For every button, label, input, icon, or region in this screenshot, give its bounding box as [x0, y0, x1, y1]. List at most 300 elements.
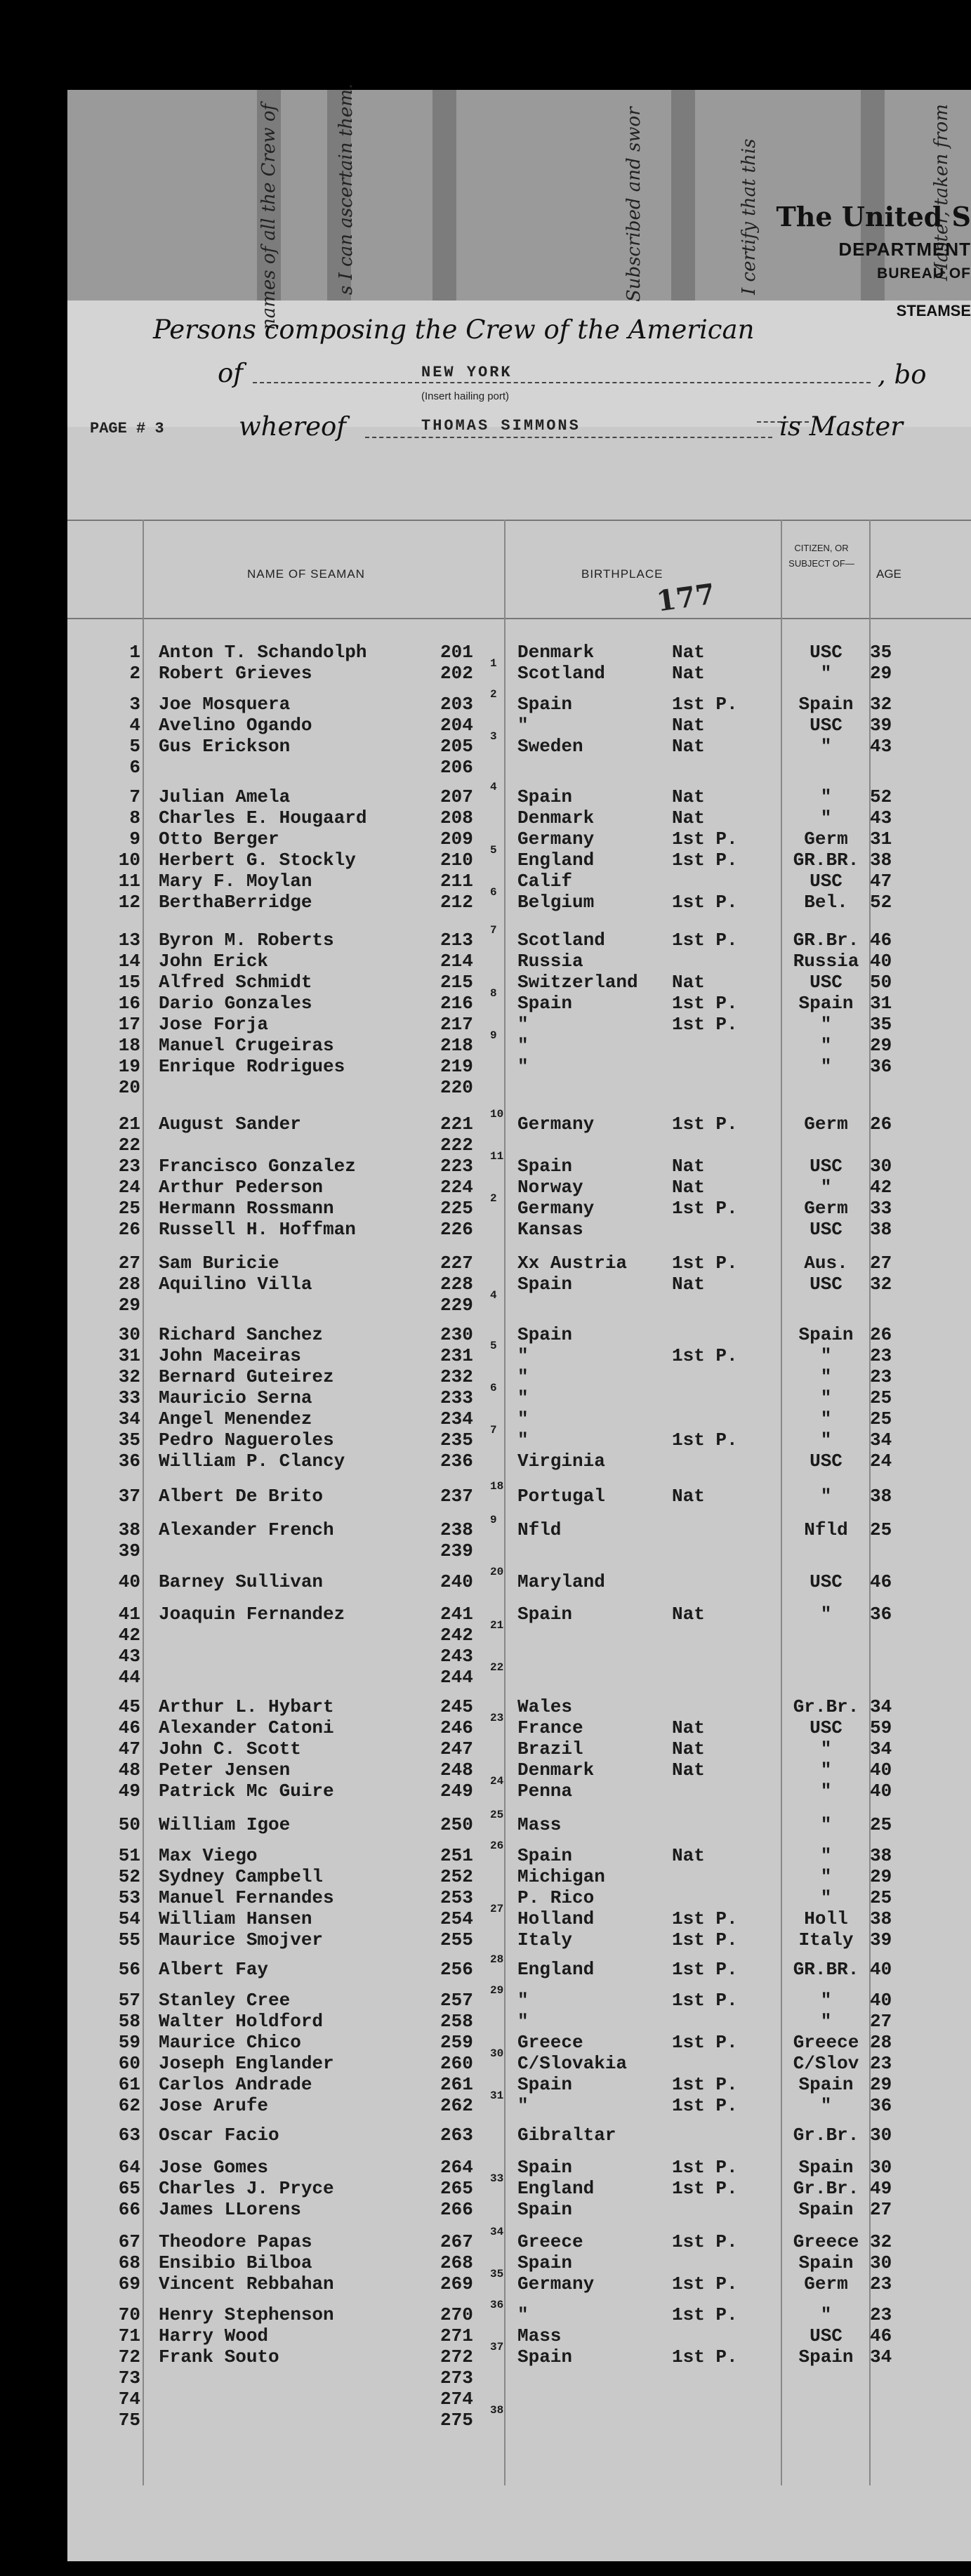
citizenship: C/Slov: [793, 2053, 859, 2074]
birthplace: Denmark: [517, 642, 595, 663]
seaman-name: Herbert G. Stockly: [159, 850, 356, 871]
age: 35: [870, 1014, 892, 1035]
seaman-number: 223: [440, 1156, 473, 1177]
naturalization: 1st P.: [672, 1345, 738, 1366]
seaman-name: August Sander: [159, 1114, 301, 1135]
table-row: [67, 1366, 971, 1387]
table-row: [67, 1014, 971, 1035]
birthplace: Xx Austria: [517, 1253, 628, 1274]
seaman-name: Max Viego: [159, 1845, 258, 1866]
seaman-number: 229: [440, 1295, 473, 1316]
row-number: 6: [129, 757, 140, 778]
seaman-name: Dario Gonzales: [159, 993, 312, 1014]
seaman-number: 232: [440, 1366, 473, 1387]
table-row: [67, 924, 971, 951]
tally-mark: 11: [490, 1150, 504, 1163]
row-number: 67: [118, 2231, 140, 2252]
naturalization: Nat: [672, 736, 705, 757]
citizenship: USC: [810, 1571, 843, 1592]
seaman-number: 238: [440, 1519, 473, 1540]
table-row: [67, 1480, 971, 1507]
fold-text: names of all the Crew of: [258, 103, 279, 330]
birthplace: ": [517, 1014, 529, 1035]
age: 30: [870, 1156, 892, 1177]
age: 39: [870, 1929, 892, 1950]
citizenship: Gr.Br.: [793, 1696, 859, 1717]
birthplace: ": [517, 1056, 529, 1077]
table-row: [67, 1324, 971, 1345]
row-number: 41: [118, 1604, 140, 1625]
seaman-name: Joseph Englander: [159, 2053, 334, 2074]
row-number: 60: [118, 2053, 140, 2074]
birthplace: ": [517, 1990, 529, 2011]
seaman-name: Theodore Papas: [159, 2231, 312, 2252]
row-number: 55: [118, 1929, 140, 1950]
seaman-number: 268: [440, 2252, 473, 2273]
seaman-name: Stanley Cree: [159, 1990, 291, 2011]
tally-mark: 8: [490, 987, 497, 1000]
row-number: 58: [118, 2011, 140, 2032]
citizenship: ": [820, 2011, 832, 2032]
birthplace: Denmark: [517, 807, 595, 828]
row-number: 51: [118, 1845, 140, 1866]
row-number: 14: [118, 951, 140, 972]
naturalization: Nat: [672, 1717, 705, 1738]
tally-mark: 34: [490, 2226, 504, 2238]
seaman-name: John Erick: [159, 951, 269, 972]
seaman-name: Maurice Smojver: [159, 1929, 324, 1950]
seaman-name: James LLorens: [159, 2199, 301, 2220]
birthplace: Virginia: [517, 1451, 605, 1472]
row-number: 24: [118, 1177, 140, 1198]
tally-mark: 35: [490, 2268, 504, 2280]
age: 46: [870, 2325, 892, 2346]
age: 32: [870, 694, 892, 715]
bo-label: , bo: [878, 359, 927, 390]
seaman-number: 241: [440, 1604, 473, 1625]
naturalization: 1st P.: [672, 1429, 738, 1451]
seaman-number: 249: [440, 1781, 473, 1802]
seaman-number: 248: [440, 1759, 473, 1781]
age: 29: [870, 1035, 892, 1056]
seaman-name: Hermann Rossmann: [159, 1198, 334, 1219]
row-number: 65: [118, 2178, 140, 2199]
fill-line: [253, 382, 871, 383]
birthplace: Kansas: [517, 1219, 583, 1240]
table-row: [67, 1029, 971, 1056]
birthplace: Spain: [517, 1324, 573, 1345]
seaman-name: Russell H. Hoffman: [159, 1219, 356, 1240]
vessel-type: STEAMSE: [896, 302, 971, 319]
citizenship: ": [820, 2304, 832, 2325]
table-row: [67, 1177, 971, 1198]
row-number: 32: [118, 1366, 140, 1387]
birthplace: Portugal: [517, 1486, 605, 1507]
age: 27: [870, 2011, 892, 2032]
age: 29: [870, 1866, 892, 1887]
row-number: 72: [118, 2346, 140, 2367]
citizenship: Holl: [804, 1908, 848, 1929]
citizenship: ": [820, 1177, 832, 1198]
tally-mark: 9: [490, 1029, 497, 1042]
fill-line: [365, 437, 772, 438]
citizenship: Germ: [804, 828, 848, 850]
age: 25: [870, 1887, 892, 1908]
citizenship: ": [820, 1866, 832, 1887]
birthplace: Brazil: [517, 1738, 583, 1759]
age: 26: [870, 1324, 892, 1345]
age: 23: [870, 2304, 892, 2325]
citizenship: Nfld: [804, 1519, 848, 1540]
seaman-number: 267: [440, 2231, 473, 2252]
page-stamp: 177: [654, 577, 718, 619]
seaman-number: 203: [440, 694, 473, 715]
citizenship: USC: [810, 715, 843, 736]
birthplace: Gibraltar: [517, 2125, 616, 2146]
naturalization: Nat: [672, 807, 705, 828]
seaman-number: 206: [440, 757, 473, 778]
birthplace: ": [517, 2011, 529, 2032]
row-number: 29: [118, 1295, 140, 1316]
age: 23: [870, 1345, 892, 1366]
citizenship: USC: [810, 1717, 843, 1738]
seaman-number: 221: [440, 1114, 473, 1135]
tally-mark: 6: [490, 886, 497, 899]
naturalization: 1st P.: [672, 2273, 738, 2294]
age: 42: [870, 1177, 892, 1198]
age: 47: [870, 871, 892, 892]
table-row: [67, 2125, 971, 2146]
naturalization: 1st P.: [672, 1014, 738, 1035]
seaman-number: 201: [440, 642, 473, 663]
table-row: [67, 1775, 971, 1802]
row-number: 16: [118, 993, 140, 1014]
age: 25: [870, 1387, 892, 1408]
naturalization: Nat: [672, 1845, 705, 1866]
table-row: [67, 1514, 971, 1540]
table-row: [67, 730, 971, 757]
age: 29: [870, 663, 892, 684]
naturalization: 1st P.: [672, 1253, 738, 1274]
citizenship: Gr.Br.: [793, 2178, 859, 2199]
seaman-number: 265: [440, 2178, 473, 2199]
citizenship: ": [820, 1387, 832, 1408]
naturalization: Nat: [672, 1738, 705, 1759]
table-row: [67, 2089, 971, 2116]
citizenship: ": [820, 1887, 832, 1908]
row-number: 17: [118, 1014, 140, 1035]
seaman-name: Alexander French: [159, 1519, 334, 1540]
table-row: [67, 1253, 971, 1274]
citizenship: ": [820, 1014, 832, 1035]
citizenship: Spain: [798, 1324, 854, 1345]
seaman-number: 245: [440, 1696, 473, 1717]
row-number: 42: [118, 1625, 140, 1646]
table-row: [67, 2032, 971, 2053]
naturalization: 1st P.: [672, 993, 738, 1014]
tally-mark: 7: [490, 924, 497, 937]
citizenship: ": [820, 807, 832, 828]
row-number: 15: [118, 972, 140, 993]
row-number: 39: [118, 1540, 140, 1561]
citizenship: Greece: [793, 2032, 859, 2053]
seaman-name: Frank Souto: [159, 2346, 279, 2367]
row-number: 35: [118, 1429, 140, 1451]
age: 50: [870, 972, 892, 993]
age: 23: [870, 2273, 892, 2294]
naturalization: 1st P.: [672, 2157, 738, 2178]
seaman-name: Jose Arufe: [159, 2095, 269, 2116]
seaman-number: 244: [440, 1667, 473, 1688]
citizenship: ": [820, 1345, 832, 1366]
tally-mark: 9: [490, 1514, 497, 1526]
column-header-age: AGE: [876, 567, 901, 581]
birthplace: Scotland: [517, 663, 605, 684]
seaman-name: Pedro Nagueroles: [159, 1429, 334, 1451]
naturalization: Nat: [672, 1177, 705, 1198]
citizenship: ": [820, 1056, 832, 1077]
seaman-name: Joe Mosquera: [159, 694, 291, 715]
age: 34: [870, 1429, 892, 1451]
citizenship: ": [820, 1035, 832, 1056]
age: 46: [870, 1571, 892, 1592]
seaman-number: 242: [440, 1625, 473, 1646]
naturalization: 1st P.: [672, 828, 738, 850]
seaman-number: 274: [440, 2389, 473, 2410]
seaman-number: 222: [440, 1135, 473, 1156]
seaman-name: Vincent Rebbahan: [159, 2273, 334, 2294]
seaman-number: 224: [440, 1177, 473, 1198]
birthplace: Spain: [517, 694, 573, 715]
naturalization: Nat: [672, 1156, 705, 1177]
table-row: [67, 2074, 971, 2095]
seaman-name: BerthaBerridge: [159, 892, 312, 913]
citizenship: Aus.: [804, 1253, 848, 1274]
citizenship: Spain: [798, 2252, 854, 2273]
seaman-number: 239: [440, 1540, 473, 1561]
seaman-number: 212: [440, 892, 473, 913]
table-row: [67, 1566, 971, 1592]
row-number: 3: [129, 694, 140, 715]
naturalization: Nat: [672, 715, 705, 736]
citizenship: ": [820, 1486, 832, 1507]
row-number: 74: [118, 2389, 140, 2410]
birthplace: Spain: [517, 2199, 573, 2220]
master-name: THOMAS SIMMONS: [421, 417, 581, 435]
naturalization: 1st P.: [672, 2178, 738, 2199]
citizenship: Italy: [798, 1929, 854, 1950]
tally-mark: 30: [490, 2047, 504, 2060]
row-number: 49: [118, 1781, 140, 1802]
citizenship: USC: [810, 972, 843, 993]
seaman-name: Mauricio Serna: [159, 1387, 312, 1408]
citizenship: ": [820, 2095, 832, 2116]
tally-mark: 27: [490, 1903, 504, 1915]
age: 59: [870, 1717, 892, 1738]
tally-mark: 26: [490, 1839, 504, 1852]
seaman-name: Anton T. Schandolph: [159, 642, 367, 663]
citizenship: GR.BR.: [793, 850, 859, 871]
table-row: [67, 828, 971, 850]
seaman-name: Aquilino Villa: [159, 1274, 312, 1295]
table-row: [67, 1192, 971, 1219]
tally-mark: 5: [490, 844, 497, 857]
table-row: [67, 2389, 971, 2410]
fold-shadow: [432, 90, 456, 322]
seaman-name: Henry Stephenson: [159, 2304, 334, 2325]
seaman-number: 210: [440, 850, 473, 871]
seaman-number: 261: [440, 2074, 473, 2095]
table-row: [67, 1424, 971, 1451]
birthplace: Spain: [517, 2074, 573, 2095]
column-header-citizen: CITIZEN, OR SUBJECT OF—: [788, 543, 854, 569]
seaman-number: 236: [440, 1451, 473, 1472]
seaman-number: 231: [440, 1345, 473, 1366]
table-row: [67, 1953, 971, 1980]
seaman-number: 256: [440, 1959, 473, 1980]
citizenship: Spain: [798, 2074, 854, 2095]
seaman-name: Avelino Ogando: [159, 715, 312, 736]
table-row: [67, 1056, 971, 1077]
table-row: [67, 1929, 971, 1950]
citizenship: USC: [810, 1451, 843, 1472]
age: 28: [870, 2032, 892, 2053]
table-row: [67, 1866, 971, 1887]
naturalization: 1st P.: [672, 2032, 738, 2053]
row-number: 68: [118, 2252, 140, 2273]
seaman-number: 243: [440, 1646, 473, 1667]
seaman-name: Ensibio Bilboa: [159, 2252, 312, 2273]
tally-mark: 23: [490, 1712, 504, 1724]
row-number: 21: [118, 1114, 140, 1135]
birthplace: Scotland: [517, 930, 605, 951]
seaman-name: Jose Gomes: [159, 2157, 269, 2178]
seaman-number: 234: [440, 1408, 473, 1429]
seaman-number: 260: [440, 2053, 473, 2074]
birthplace: ": [517, 1408, 529, 1429]
age: 38: [870, 850, 892, 871]
row-number: 34: [118, 1408, 140, 1429]
birthplace: Germany: [517, 828, 595, 850]
citizenship: ": [820, 1990, 832, 2011]
citizenship: ": [820, 1408, 832, 1429]
row-number: 56: [118, 1959, 140, 1980]
seaman-number: 263: [440, 2125, 473, 2146]
tally-mark: 29: [490, 1984, 504, 1997]
seaman-name: Walter Holdford: [159, 2011, 324, 2032]
row-number: 59: [118, 2032, 140, 2053]
tally-mark: 6: [490, 1382, 497, 1394]
row-number: 40: [118, 1571, 140, 1592]
seaman-number: 230: [440, 1324, 473, 1345]
seaman-name: Charles E. Hougaard: [159, 807, 367, 828]
seaman-number: 209: [440, 828, 473, 850]
naturalization: 1st P.: [672, 2231, 738, 2252]
naturalization: Nat: [672, 972, 705, 993]
birthplace: France: [517, 1717, 583, 1738]
birthplace: ": [517, 2095, 529, 2116]
table-row: [67, 2172, 971, 2199]
seaman-number: 252: [440, 1866, 473, 1887]
row-number: 63: [118, 2125, 140, 2146]
birthplace: ": [517, 1429, 529, 1451]
birthplace: Michigan: [517, 1866, 605, 1887]
naturalization: 1st P.: [672, 892, 738, 913]
row-number: 2: [129, 663, 140, 684]
row-number: 4: [129, 715, 140, 736]
seaman-name: William Hansen: [159, 1908, 312, 1929]
naturalization: 1st P.: [672, 1198, 738, 1219]
table-row: [67, 951, 971, 972]
seaman-number: 227: [440, 1253, 473, 1274]
citizenship: ": [820, 736, 832, 757]
row-number: 57: [118, 1990, 140, 2011]
page-number: PAGE # 3: [90, 420, 164, 437]
birthplace: Greece: [517, 2231, 583, 2252]
birthplace: England: [517, 2178, 595, 2199]
table-row: [67, 1809, 971, 1835]
seaman-number: 207: [440, 786, 473, 807]
table-row: [67, 1887, 971, 1908]
seaman-number: 235: [440, 1429, 473, 1451]
table-row: [67, 1451, 971, 1472]
table-row: [67, 1759, 971, 1781]
seaman-name: Arthur L. Hybart: [159, 1696, 334, 1717]
age: 40: [870, 1781, 892, 1802]
age: 34: [870, 2346, 892, 2367]
table-row: [67, 2341, 971, 2367]
tally-mark: 5: [490, 1340, 497, 1352]
citizenship: Greece: [793, 2231, 859, 2252]
birthplace: Spain: [517, 2346, 573, 2367]
tally-mark: 25: [490, 1809, 504, 1821]
age: 40: [870, 951, 892, 972]
seaman-name: Otto Berger: [159, 828, 279, 850]
age: 36: [870, 2095, 892, 2116]
seaman-name: Sam Buricie: [159, 1253, 279, 1274]
seaman-name: Arthur Pederson: [159, 1177, 324, 1198]
row-number: 23: [118, 1156, 140, 1177]
tally-mark: 7: [490, 1424, 497, 1436]
seaman-name: Byron M. Roberts: [159, 930, 334, 951]
table-row: [67, 2268, 971, 2294]
table-row: [67, 1077, 971, 1098]
row-number: 47: [118, 1738, 140, 1759]
row-number: 9: [129, 828, 140, 850]
seaman-number: 237: [440, 1486, 473, 1507]
tally-mark: 21: [490, 1619, 504, 1632]
age: 52: [870, 892, 892, 913]
seaman-name: Patrick Mc Guire: [159, 1781, 334, 1802]
birthplace: England: [517, 1959, 595, 1980]
seaman-number: 218: [440, 1035, 473, 1056]
seaman-number: 269: [440, 2273, 473, 2294]
naturalization: 1st P.: [672, 2304, 738, 2325]
fold-text: s I can ascertain them.: [336, 83, 357, 295]
birthplace: Spain: [517, 1156, 573, 1177]
tally-mark: 22: [490, 1661, 504, 1674]
master-label: is Master: [779, 411, 903, 442]
citizenship: USC: [810, 1219, 843, 1240]
table-row: [67, 1135, 971, 1156]
table-row: [67, 886, 971, 913]
table-row: [67, 757, 971, 778]
age: 36: [870, 1604, 892, 1625]
birthplace: Sweden: [517, 736, 583, 757]
tally-mark: 4: [490, 1289, 497, 1302]
seaman-number: 266: [440, 2199, 473, 2220]
seaman-number: 275: [440, 2410, 473, 2431]
